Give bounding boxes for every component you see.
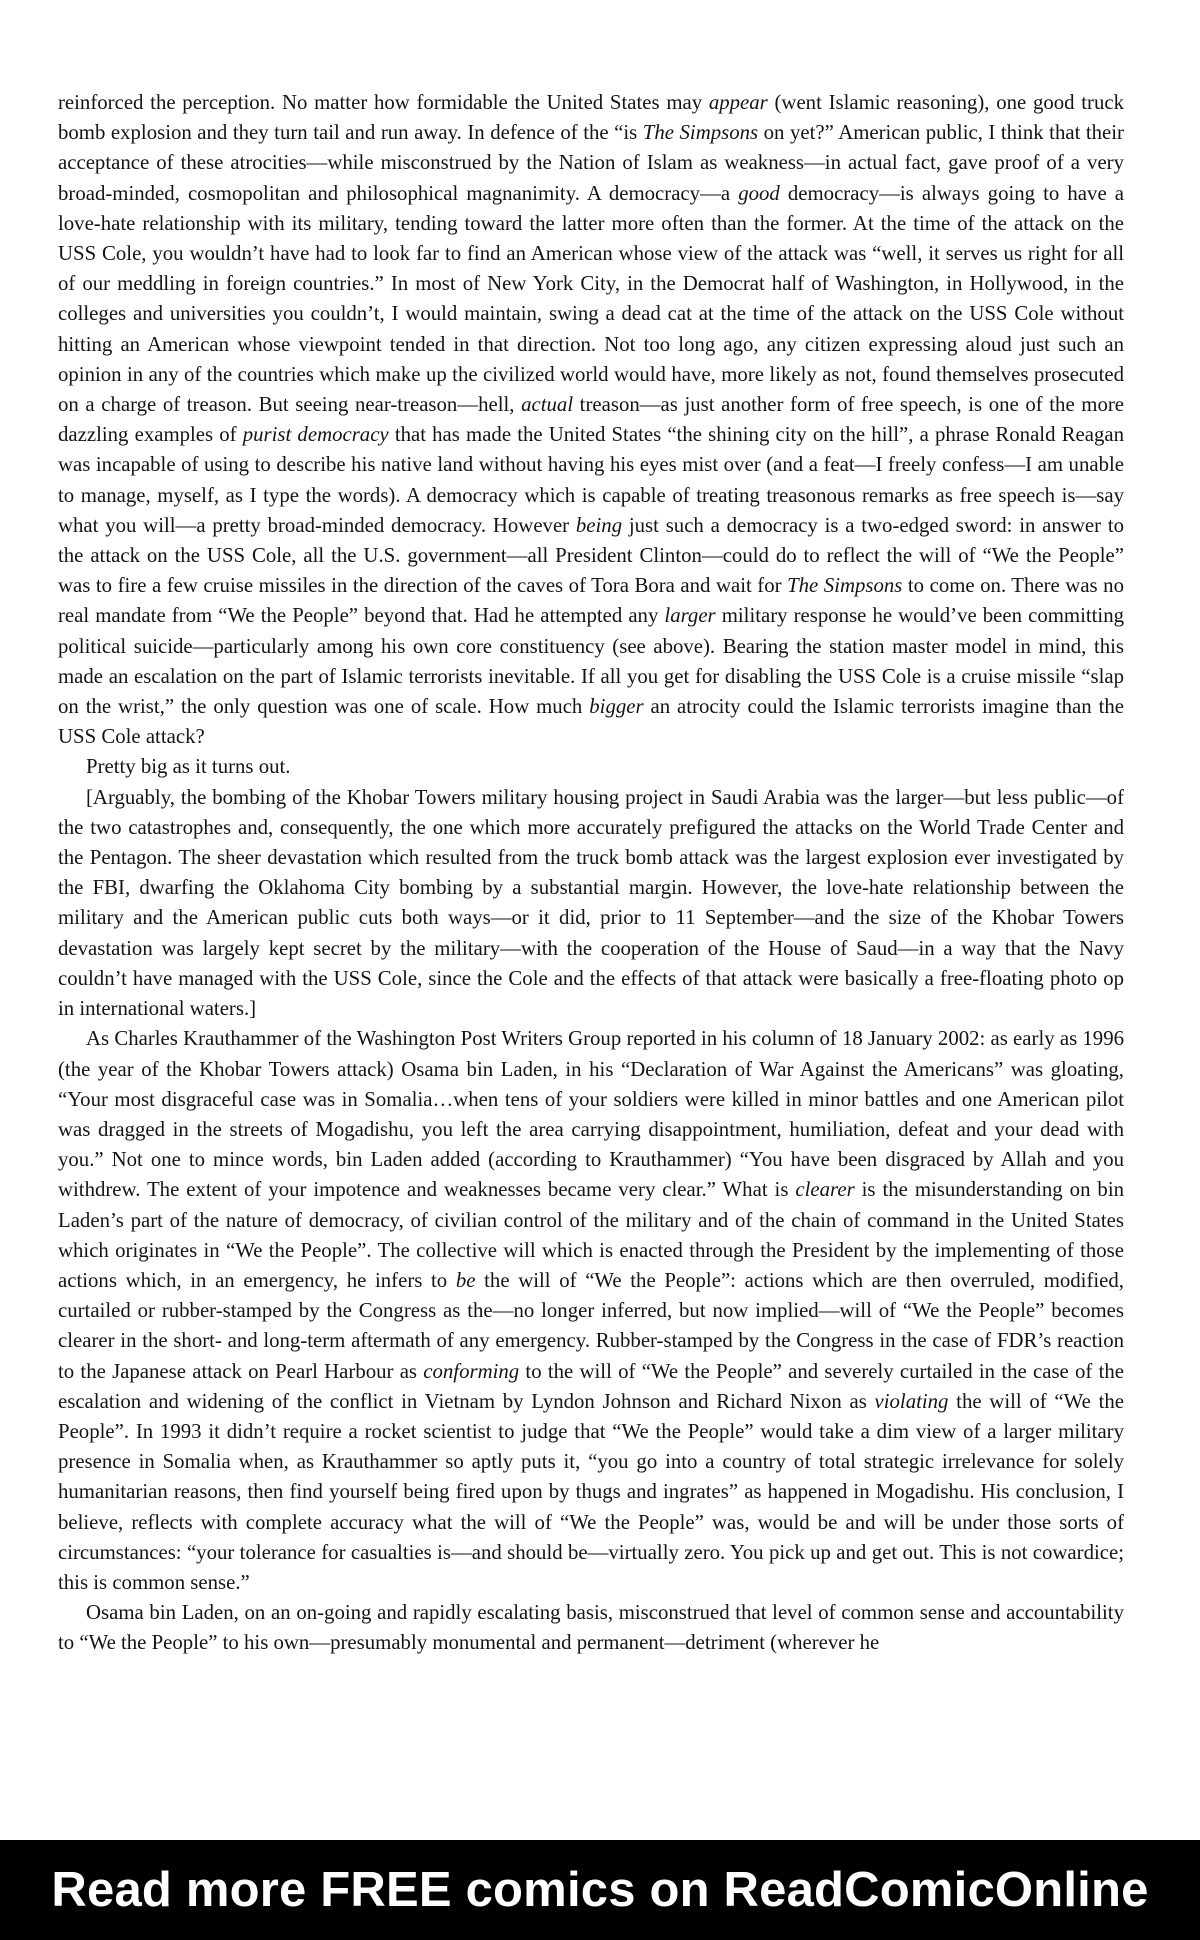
italic-text: conforming [423,1359,520,1383]
italic-text: The Simpsons [642,121,759,145]
promo-banner[interactable] [0,1840,1200,1940]
paragraph-5: Osama bin Laden, on an on-going and rapidly escalating basis, misconstrued that level of common sense and accountability to “We the People” to his own—presumably monumental and permanent—detriment (wherever he [58,1601,1124,1655]
paragraph-1: reinforced the perception. No matter how formidable the United States may appear (went Islamic reasoning), one good truck bomb explosion and they turn tail and run away. In defence of the “is The Simpsons on yet?” American public, I think that their acceptance of these atrocities—while misconstrued by the Nation of Islam as weakness—in actual fact, gave proof of a very broad-minded, cosmopolitan and philosophical magnanimity. A democracy—a good democracy—is always going to have a love-hate relationship with its military, tending toward the latter more often than the former. At the time of the attack on the USS Cole, you wouldn’t have had to look far to find an American whose view of the attack was “well, it serves us right for all of our meddling in foreign countries.” In most of New York City, in the Democrat half of Washington, in Hollywood, in the colleges and universities you couldn’t, I would maintain, swing a dead cat at the time of the attack on the USS Cole without hitting an American whose viewpoint tended in that direction. Not too long ago, any citizen expressing aloud just such an opinion in any of the countries which make up the civilized world would have, more likely as not, found themselves prosecuted on a charge of treason. But seeing near-treason—hell, actual treason—as just another form of free speech, is one of the more dazzling examples of purist democracy that has made the United States “the shining city on the hill”, a phrase Ronald Reagan was incapable of using to describe his native land without having his eyes mist over (and a feat—I freely confess—I am unable to manage, myself, as I type the words). A democracy which is capable of treating treasonous remarks as free speech is—say what you will—a pretty broad-minded democracy. However being just such a democracy is a two-edged sword: in answer to the attack on the USS Cole, all the U.S. government—all President Clinton—could do to reflect the will of “We the People” was to fire a few cruise missiles in the direction of the caves of Tora Bora and wait for The Simpsons to come on. There was no real mandate from “We the People” beyond that. Had he attempted any larger military response he would’ve been committing political suicide—particularly among his own core constituency (see above). Bearing the station master model in mind, this made an escalation on the part of Islamic terrorists inevitable. If all you get for disabling the USS Cole is a cruise missile “slap on the wrist,” the only question was one of scale. How much bigger an atrocity could the Islamic terrorists imagine than the USS Cole attack? [58,91,1125,749]
paragraph-2: Pretty big as it turns out. [86,755,291,779]
italic-text: appear [708,91,768,114]
italic-text: clearer [795,1178,855,1202]
italic-text: actual [521,393,574,417]
italic-text: being [575,513,623,537]
promo-banner-text[interactable]: Read more FREE comics on ReadComicOnline [51,1863,1149,1917]
italic-text: The Simpsons [787,574,903,598]
paragraph-4: As Charles Krauthammer of the Washington Post Writers Group reported in his column of 18 January 2002: as early as 1996 (the year of the Khobar Towers attack) Osama bin Laden, in his “Declaration of War Against the Americans” was gloating, “Your most disgraceful case was in Somalia…when tens of your soldiers were killed in minor battles and one American pilot was dragged in the streets of Mogadishu, you left the area carrying disappointment, humiliation, defeat and your dead with you.” Not one to mince words, bin Laden added (according to Krauthammer) “You have been disgraced by Allah and you withdrew. The extent of your impotence and weaknesses became very clear.” What is clearer is the misunderstanding on bin Laden’s part of the nature of democracy, of civilian control of the military and of the chain of command in the United States which originates in “We the People”. The collective will which is enacted through the President by the implementing of those actions which, in an emergency, he infers to be the will of “We the People”: actions which are then overruled, modified, curtailed or rubber-stamped by the Congress as the—no longer inferred, but now implied—will of “We the People” becomes clearer in the short- and long-term aftermath of any emergency. Rubber-stamped by the Congress in the case of FDR’s reaction to the Japanese attack on Pearl Harbour as conforming to the will of “We the People” and severely curtailed in the case of the escalation and widening of the conflict in Vietnam by Lyndon Johnson and Richard Nixon as violating the will of “We the People”. In 1993 it didn’t require a rocket scientist to judge that “We the People” would take a dim view of a larger military presence in Somalia when, as Krauthammer so aptly puts it, “you go into a country of total strategic irrelevance for solely humanitarian reasons, then find yourself being fired upon by thugs and ingrates” as happened in Mogadishu. His conclusion, I believe, reflects with complete accuracy what the will of “We the People” was, would be and will be under those sorts of circumstances: “your tolerance for casualties is—and should be—virtually zero. You pick up and get out. This is not cowardice; this is common sense.” [58,1027,1124,1594]
document-body [58,88,1124,1659]
italic-text: purist democracy [242,423,389,447]
paragraph-3: [Arguably, the bombing of the Khobar Towers military housing project in Saudi Arabia was the larger—but less public—of the two catastrophes and, consequently, the one which more accurately prefigured the attacks on the World Trade Center and the Pentagon. The sheer devastation which resulted from the truck bomb attack was the largest explosion ever investigated by the FBI, dwarfing the Oklahoma City bombing by a substantial margin. However, the love-hate relationship between the military and the American public cuts both ways—or it did, prior to 11 September—and the size of the Khobar Towers devastation was largely kept secret by the military—with the cooperation of the House of Saud—in a way that the Navy couldn’t have managed with the USS Cole, since the Cole and the effects of that attack were basically a free-floating photo op in international waters.] [58,785,1124,1021]
italic-text: good [738,181,780,205]
italic-text: violating [874,1389,949,1413]
italic-text: bigger [589,695,644,719]
italic-text: larger [664,604,716,628]
italic-text: be [455,1268,476,1292]
